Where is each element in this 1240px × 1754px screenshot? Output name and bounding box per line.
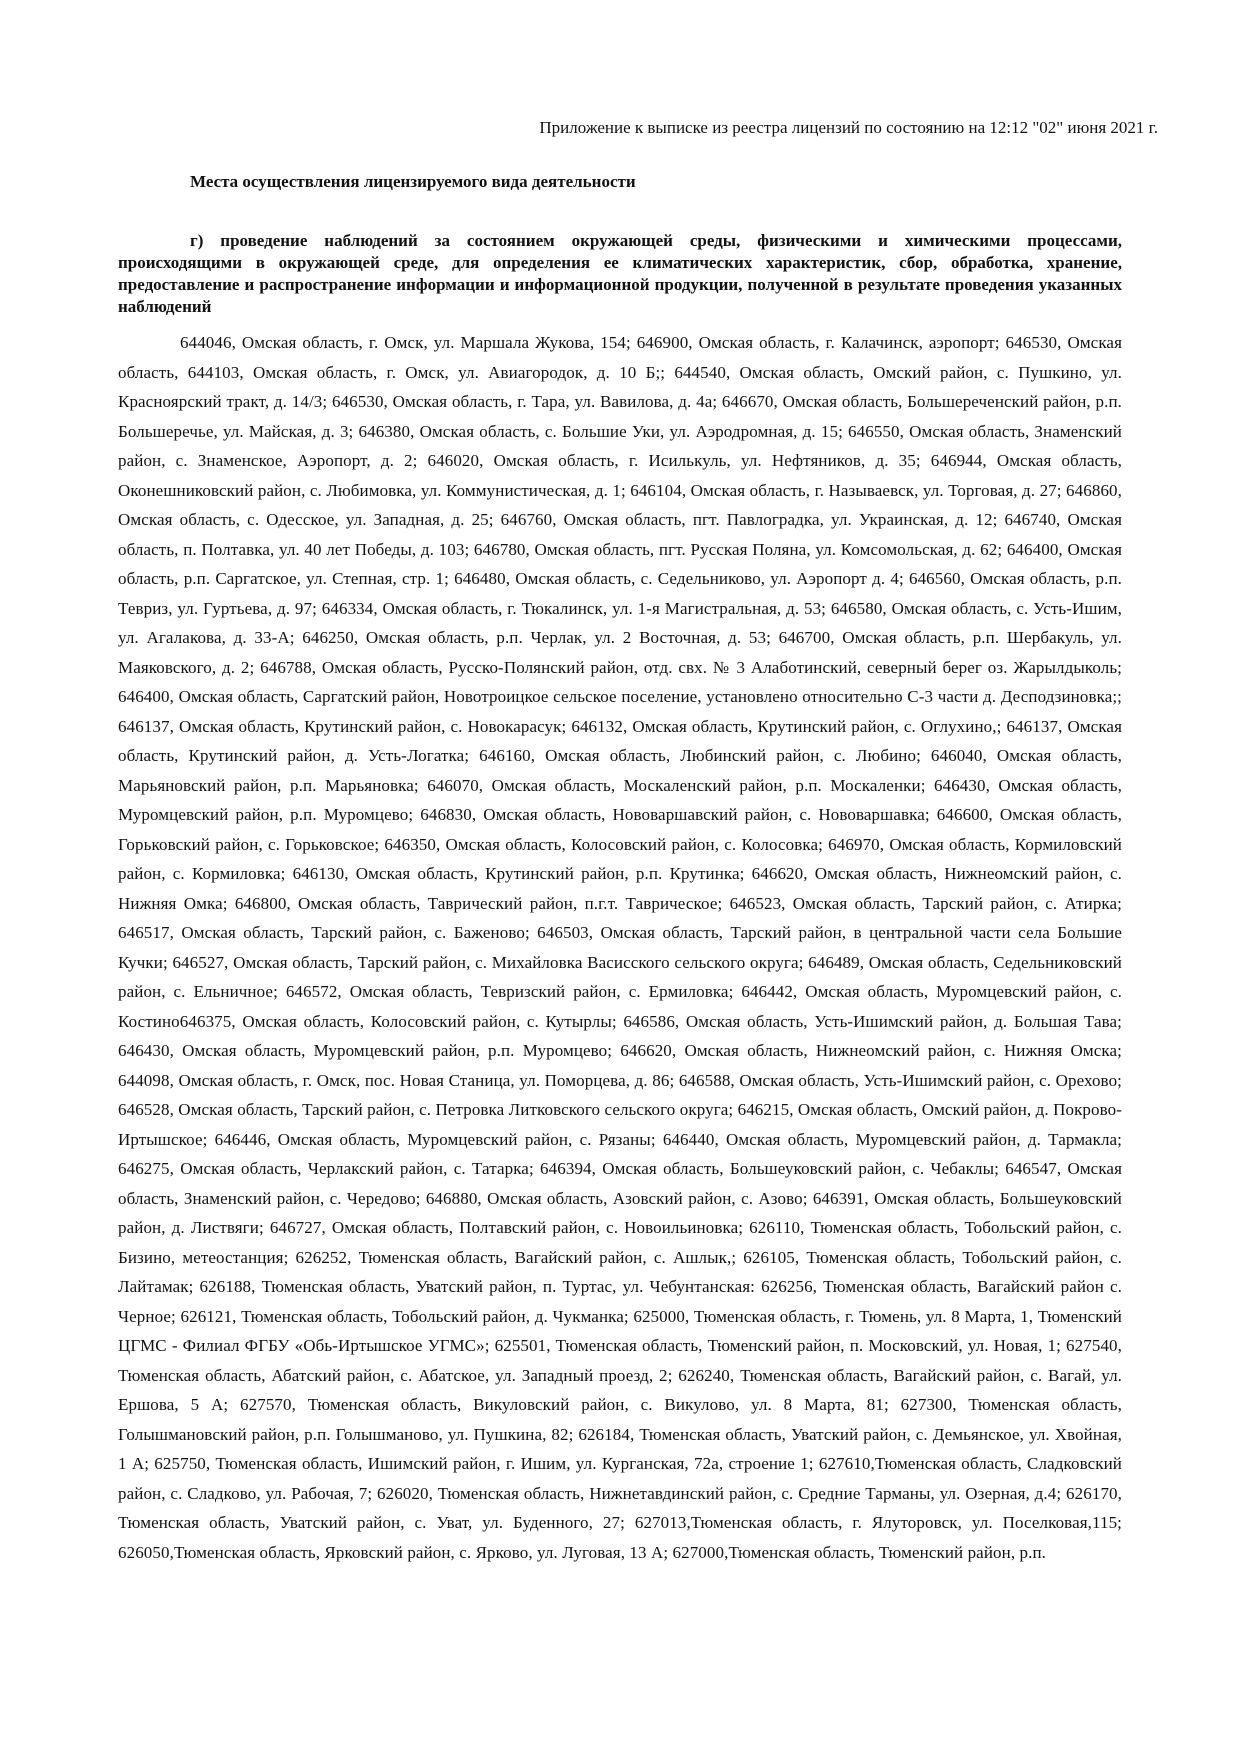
section-title: Места осуществления лицензируемого вида деятельности [190,172,636,191]
document-header: Приложение к выписке из реестра лицензий по состоянию на 12:12 "02" июня 2021 г. [539,118,1158,137]
activity-title: г) проведение наблюдений за состоянием окружающей среды, физическими и химическими процессами, происходящими в окружающей среде, для определения ее климатических характеристик, сбор, обработка, хранение, предоставление и распространение информации и информационной продукции, полученной в результате проведения указанных наблюдений [118,231,1122,316]
addresses-paragraph: 644046, Омская область, г. Омск, ул. Маршала Жукова, 154; 646900, Омская область, г. Калачинск, аэропорт; 646530, Омская область, 644103, Омская область, г. Омск, ул. Авиагородок, д. 10 Б;; 644540, Омская область, Омский район, с. Пушкино, ул. Красноярский тракт, д. 14/3; 646530, Омская область, г. Тара, ул. Вавилова, д. 4а; 646670, Омская область, Большереченский район, р.п. Большеречье, ул. Майская, д. 3; 646380, Омская область, с. Большие Уки, ул. Аэродромная, д. 15; 646550, Омская область, Знаменский район, с. Знаменское, Аэропорт, д. 2; 646020, Омская область, г. Исилькуль, ул. Нефтяников, д. 35; 646944, Омская область, Оконешниковский район, с. Любимовка, ул. Коммунистическая, д. 1; 646104, Омская область, г. Называевск, ул. Торговая, д. 27; 646860, Омская область, с. Одесское, ул. Западная, д. 25; 646760, Омская область, пгт. Павлоградка, ул. Украинская, д. 12; 646740, Омская область, п. Полтавка, ул. 40 лет Победы, д. 103; 646780, Омская область, пгт. Русская Поляна, ул. Комсомольская, д. 62; 646400, Омская область, р.п. Саргатское, ул. Степная, стр. 1; 646480, Омская область, с. Седельниково, ул. Аэропорт д. 4; 646560, Омская область, р.п. Тевриз, ул. Гуртьева, д. 97; 646334, Омская область, г. Тюкалинск, ул. 1-я Магистральная, д. 53; 646580, Омская область, с. Усть-Ишим, ул. Агалакова, д. 33-А; 646250, Омская область, р.п. Черлак, ул. 2 Восточная, д. 53; 646700, Омская область, р.п. Шербакуль, ул. Маяковского, д. 2; 646788, Омская область, Русско-Полянский район, отд. свх. № 3 Алаботинский, северный берег оз. Жарылдыколь; 646400, Омская область, Саргатский район, Новотроицкое сельское поселение, установлено относительно С-3 части д. Десподзиновка;; 646137, Омская область, Крутинский район, с. Новокарасук; 646132, Омская область, Крутинский район, с. Оглухино,; 646137, Омская область, Крутинский район, д. Усть-Логатка; 646160, Омская область, Любинский район, с. Любино; 646040, Омская область, Марьяновский район, р.п. Марьяновка; 646070, Омская область, Москаленский район, р.п. Москаленки; 646430, Омская область, Муромцевский район, р.п. Муромцево; 646830, Омская область, Нововаршавский район, с. Нововаршавка; 646600, Омская область, Горьковский район, с. Горьковское; 646350, Омская область, Колосовский район, с. Колосовка; 646970, Омская область, Кормиловский район, с. Кормиловка; 646130, Омская область, Крутинский район, р.п. Крутинка; 646620, Омская область, Нижнеомский район, с. Нижняя Омка; 646800, Омская область, Таврический район, п.г.т. Таврическое; 646523, Омская область, Тарский район, с. Атирка; 646517, Омская область, Тарский район, с. Баженово; 646503, Омская область, Тарский район, в центральной части села Большие Кучки; 646527, Омская область, Тарский район, с. Михайловка Васисского сельского округа; 646489, Омская область, Седельниковский район, с. Ельничное; 646572, Омская область, Тевризский район, с. Ермиловка; 646442, Омская область, Муромцевский район, с. Костино646375, Омская область, Колосовский район, с. Кутырлы; 646586, Омская область, Усть-Ишимский район, д. Большая Тава; 646430, Омская область, Муромцевский район, р.п. Муромцево; 646620, Омская область, Нижнеомский район, с. Нижняя Омска; 644098, Омская область, г. Омск, пос. Новая Станица, ул. Поморцева, д. 86; 646588, Омская область, Усть-Ишимский район, с. Орехово; 646528, Омская область, Тарский район, с. Петровка Литковского сельского округа; 646215, Омская область, Омский район, д. Покрово-Иртышское; 646446, Омская область, Муромцевский район, с. Рязаны; 646440, Омская область, Муромцевский район, д. Тармакла; 646275, Омская область, Черлакский район, с. Татарка; 646394, Омская область, Большеуковский район, с. Чебаклы; 646547, Омская область, Знаменский район, с. Чередово; 646880, Омская область, Азовский район, с. Азово; 646391, Омская область, Большеуковский район, д. Листвяги; 646727, Омская область, Полтавский район, с. Новоильиновка; 626110, Тюменская область, Тобольский район, с. Бизино, метеостанция; 626252, Тюменская область, Вагайский район, с. Ашлык,; 626105, Тюменская область, Тобольский район, с. Лайтамак; 626188, Тюменская область, Уватский район, п. Туртас, ул. Чебунтанская: 626256, Тюменская область, Вагайский район с. Черное; 626121, Тюменская область, Тобольский район, д. Чукманка; 625000, Тюменская область, г. Тюмень, ул. 8 Марта, 1, Тюменский ЦГМС - Филиал ФГБУ «Обь-Иртышское УГМС»; 625501, Тюменская область, Тюменский район, п. Московский, ул. Новая, 1; 627540, Тюменская область, Абатский район, с. Абатское, ул. Западный проезд, 2; 626240, Тюменская область, Вагайский район, с. Вагай, ул. Ершова, 5 А; 627570, Тюменская область, Викуловский район, с. Викулово, ул. 8 Марта, 81; 627300, Тюменская область, Голышмановский район, р.п. Голышманово, ул. Пушкина, 82; 626184, Тюменская область, Уватский район, с. Демьянское, ул. Хвойная, 1 А; 625750, Тюменская область, Ишимский район, г. Ишим, ул. Курганская, 72а, строение 1; 627610,Тюменская область, Сладковский район, с. Сладково, ул. Рабочая, 7; 626020, Тюменская область, Нижнетавдинский район, с. Средние Тарманы, ул. Озерная, д.4; 626170, Тюменская область, Уватский район, с. Уват, ул. Буденного, 27; 627013,Тюменская область, г. Ялуторовск, ул. Поселковая,115; 626050,Тюменская область, Ярковский район, с. Ярково, ул. Луговая, 13 А; 627000,Тюменская область, Тюменский район, р.п. [118,333,1122,1562]
